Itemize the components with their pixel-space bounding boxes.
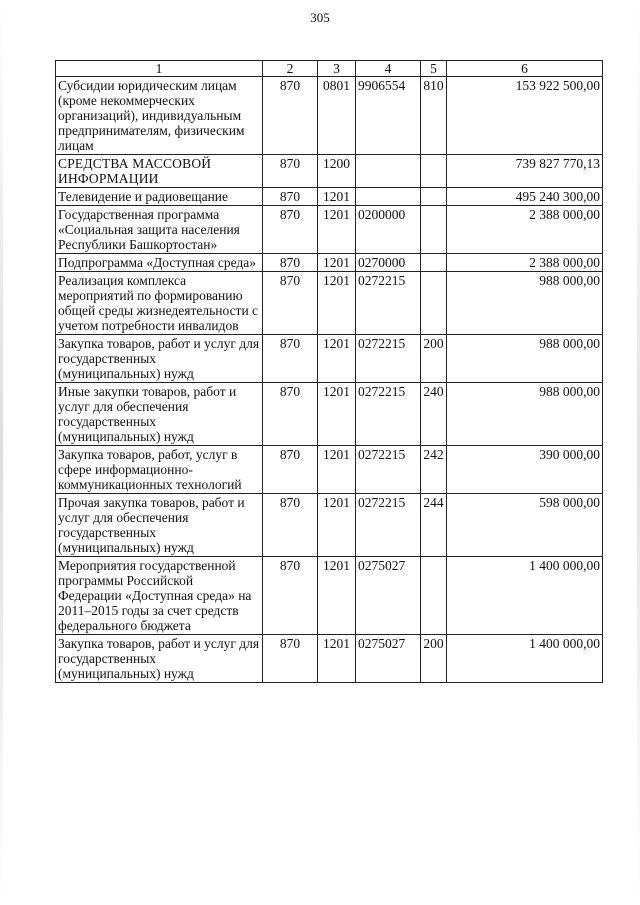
cell-target-article: 0272215 xyxy=(356,446,421,494)
table-header-row xyxy=(56,61,603,77)
column-header: 1 xyxy=(56,61,263,77)
cell-section-code: 1201 xyxy=(318,335,356,383)
table-row xyxy=(56,254,603,272)
cell-expense-type xyxy=(421,188,447,206)
cell-target-article: 0275027 xyxy=(356,635,421,683)
column-header: 5 xyxy=(421,61,447,77)
table-row xyxy=(56,446,603,494)
cell-target-article: 0272215 xyxy=(356,335,421,383)
column-header: 4 xyxy=(356,61,421,77)
scan-edge-left xyxy=(0,0,3,905)
row-name: Государственная программа «Социальная защита населения Республики Башкортостан» xyxy=(56,206,263,254)
cell-amount: 2 388 000,00 xyxy=(447,254,603,272)
cell-target-article xyxy=(356,188,421,206)
cell-section-code: 1201 xyxy=(318,494,356,557)
table-row xyxy=(56,155,603,188)
cell-ministry-code: 870 xyxy=(263,335,318,383)
row-name: Прочая закупка товаров, работ и услуг для обеспечения государственных (муниципальных) нужд xyxy=(56,494,263,557)
cell-expense-type xyxy=(421,272,447,335)
row-name: Субсидии юридическим лицам (кроме некоммерческих организаций), индивидуальным предпринимателям, физическим лицам xyxy=(56,77,263,155)
cell-section-code: 1201 xyxy=(318,557,356,635)
cell-amount: 2 388 000,00 xyxy=(447,206,603,254)
page-number: 305 xyxy=(310,10,330,25)
cell-expense-type: 200 xyxy=(421,635,447,683)
cell-amount: 988 000,00 xyxy=(447,335,603,383)
table-row xyxy=(56,77,603,155)
row-name: Телевидение и радиовещание xyxy=(56,188,263,206)
cell-target-article: 0270000 xyxy=(356,254,421,272)
table-row xyxy=(56,188,603,206)
cell-ministry-code: 870 xyxy=(263,635,318,683)
cell-ministry-code: 870 xyxy=(263,272,318,335)
table-row xyxy=(56,383,603,446)
cell-ministry-code: 870 xyxy=(263,77,318,155)
column-header: 3 xyxy=(318,61,356,77)
budget-table xyxy=(55,60,603,683)
table-row xyxy=(56,494,603,557)
cell-target-article: 0272215 xyxy=(356,272,421,335)
cell-amount: 598 000,00 xyxy=(447,494,603,557)
cell-ministry-code: 870 xyxy=(263,383,318,446)
column-header: 6 xyxy=(447,61,603,77)
cell-target-article: 0275027 xyxy=(356,557,421,635)
table-row xyxy=(56,635,603,683)
table-row xyxy=(56,335,603,383)
cell-expense-type: 244 xyxy=(421,494,447,557)
cell-section-code: 0801 xyxy=(318,77,356,155)
cell-section-code: 1200 xyxy=(318,155,356,188)
cell-ministry-code: 870 xyxy=(263,155,318,188)
table-row xyxy=(56,206,603,254)
cell-expense-type xyxy=(421,254,447,272)
cell-expense-type xyxy=(421,206,447,254)
row-name: Иные закупки товаров, работ и услуг для обеспечения государственных (муниципальных) нужд xyxy=(56,383,263,446)
cell-section-code: 1201 xyxy=(318,206,356,254)
table-row xyxy=(56,557,603,635)
cell-amount: 153 922 500,00 xyxy=(447,77,603,155)
cell-amount: 988 000,00 xyxy=(447,383,603,446)
cell-ministry-code: 870 xyxy=(263,188,318,206)
cell-section-code: 1201 xyxy=(318,254,356,272)
cell-ministry-code: 870 xyxy=(263,446,318,494)
cell-amount: 495 240 300,00 xyxy=(447,188,603,206)
cell-expense-type: 810 xyxy=(421,77,447,155)
cell-target-article: 9906554 xyxy=(356,77,421,155)
row-name: Реализация комплекса мероприятий по формированию общей среды жизнедеятельности с учетом потребности инвалидов xyxy=(56,272,263,335)
cell-expense-type: 242 xyxy=(421,446,447,494)
cell-ministry-code: 870 xyxy=(263,206,318,254)
row-name: Мероприятия государственной программы Российской Федерации «Доступная среда» на 2011–2015 годы за счет средств федерального бюджета xyxy=(56,557,263,635)
cell-ministry-code: 870 xyxy=(263,557,318,635)
cell-amount: 1 400 000,00 xyxy=(447,635,603,683)
cell-ministry-code: 870 xyxy=(263,494,318,557)
row-name: Закупка товаров, работ и услуг для государственных (муниципальных) нужд xyxy=(56,335,263,383)
cell-amount: 988 000,00 xyxy=(447,272,603,335)
cell-expense-type xyxy=(421,557,447,635)
cell-section-code: 1201 xyxy=(318,383,356,446)
row-name: СРЕДСТВА МАССОВОЙ ИНФОРМАЦИИ xyxy=(56,155,263,188)
cell-target-article: 0200000 xyxy=(356,206,421,254)
column-header: 2 xyxy=(263,61,318,77)
cell-target-article: 0272215 xyxy=(356,494,421,557)
cell-target-article xyxy=(356,155,421,188)
row-name: Закупка товаров, работ, услуг в сфере информационно-коммуникационных технологий xyxy=(56,446,263,494)
cell-expense-type: 240 xyxy=(421,383,447,446)
row-name: Подпрограмма «Доступная среда» xyxy=(56,254,263,272)
cell-section-code: 1201 xyxy=(318,272,356,335)
cell-expense-type xyxy=(421,155,447,188)
row-name: Закупка товаров, работ и услуг для государственных (муниципальных) нужд xyxy=(56,635,263,683)
cell-amount: 739 827 770,13 xyxy=(447,155,603,188)
cell-amount: 390 000,00 xyxy=(447,446,603,494)
cell-section-code: 1201 xyxy=(318,446,356,494)
cell-section-code: 1201 xyxy=(318,188,356,206)
cell-section-code: 1201 xyxy=(318,635,356,683)
table-row xyxy=(56,272,603,335)
cell-ministry-code: 870 xyxy=(263,254,318,272)
cell-target-article: 0272215 xyxy=(356,383,421,446)
cell-amount: 1 400 000,00 xyxy=(447,557,603,635)
cell-expense-type: 200 xyxy=(421,335,447,383)
